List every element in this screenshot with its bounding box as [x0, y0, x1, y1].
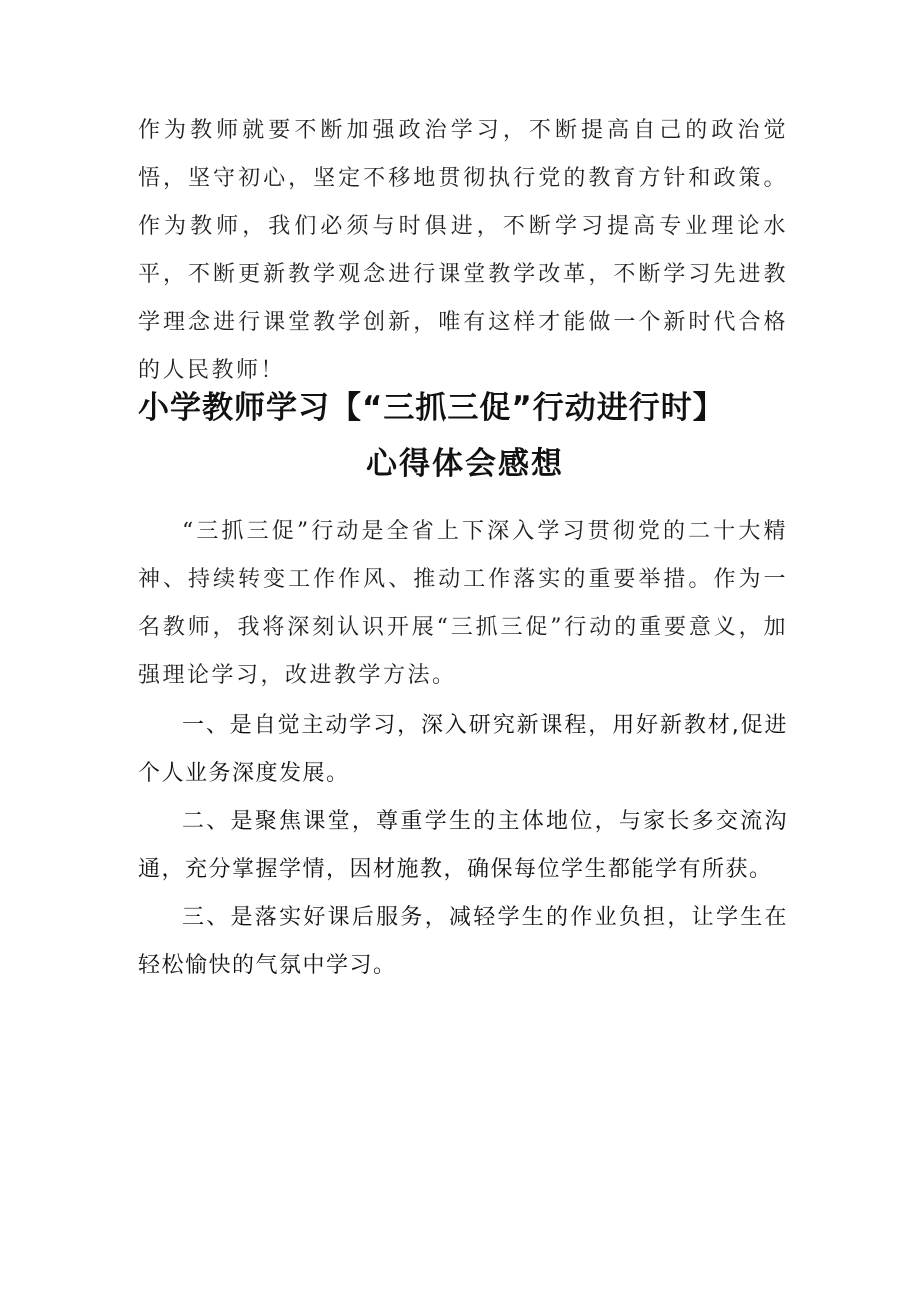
article-title — [138, 380, 798, 492]
lead-paragraph: “三抓三促”行动是全省上下深入学习贯彻党的二十大精神、持续转变工作作风、推动工作落实的重要举措。作为一名教师，我将深刻认识开展“三抓三促”行动的重要意义，加强理论学习，改进教学方法。 — [138, 519, 788, 688]
title-line-2: 心得体会感想 — [366, 446, 564, 482]
point-paragraph-2: 二、是聚焦课堂，尊重学生的主体地位，与家长多交流沟通，充分掌握学情，因材施教，确保每位学生都能学有所获。 — [138, 809, 788, 882]
intro-paragraph: 作为教师就要不断加强政治学习，不断提高自己的政治觉悟，坚守初心，坚定不移地贯彻执行党的教育方针和政策。作为教师，我们必须与时俱进，不断学习提高专业理论水平，不断更新教学观念进行课堂教学改革，不断学习先进教学理念进行课堂教学创新，唯有这样才能做一个新时代合格的人民教师！ — [138, 118, 788, 383]
point-paragraph-3: 三、是落实好课后服务，减轻学生的作业负担，让学生在轻松愉快的气氛中学习。 — [138, 905, 788, 978]
point-paragraph-1: 一、是自觉主动学习，深入研究新课程，用好新教材,促进个人业务深度发展。 — [138, 713, 788, 786]
title-line-1: 小学教师学习【“三抓三促”行动进行时】 — [138, 390, 725, 426]
